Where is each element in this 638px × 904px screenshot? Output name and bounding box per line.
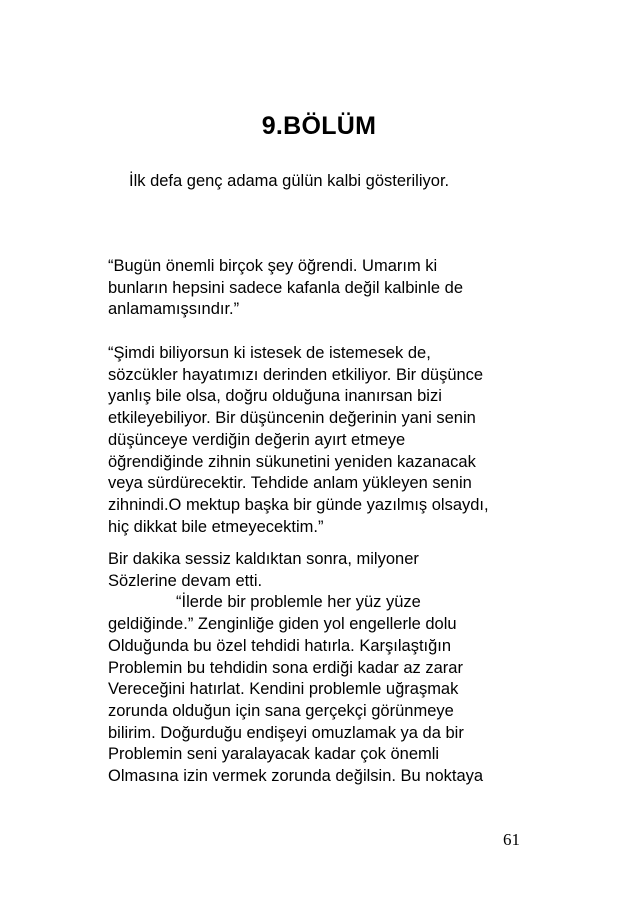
text-line: bilirim. Doğurduğu endişeyi omuzlamak ya da bir [108, 723, 464, 742]
text-line: anlamamışsındır.” [108, 300, 240, 319]
text-line: yanlış bile olsa, doğru olduğuna inanırsan bizi [108, 387, 442, 406]
paragraph-2 [108, 343, 548, 538]
text-line: Olmasına izin vermek zorunda değilsin. Bu noktaya [108, 767, 484, 786]
chapter-title: 9.BÖLÜM [261, 112, 377, 140]
text-line: Problemin seni yaralayacak kadar çok önemli [108, 745, 440, 764]
text-line: Bir dakika sessiz kaldıktan sonra, milyoner [108, 550, 419, 568]
text-line: hiç dikkat bile etmeyecektim.” [108, 517, 324, 536]
paragraph-1 [108, 256, 548, 321]
text-line: Vereceğini hatırlat. Kendini problemle uğraşmak [108, 680, 459, 699]
text-line: öğrendiğinde zihnin sükunetini yeniden kazanacak [108, 452, 476, 471]
paragraph-3 [108, 549, 548, 788]
text-line: “Bugün önemli birçok şey öğrendi. Umarım ki [108, 257, 438, 275]
text-line: zorunda olduğun için sana gerçekçi görünmeye [108, 701, 454, 720]
text-line: veya sürdürecektir. Tehdide anlam yükleyen senin [108, 474, 472, 493]
text-line: geldiğinde.” Zenginliğe giden yol engellerle dolu [108, 615, 457, 634]
text-line: bunların hepsini sadece kafanla değil kalbinle de [108, 278, 463, 297]
text-line: düşünceye verdiğin değerin ayırt etmeye [108, 430, 406, 449]
text-line: zihnindi.O mektup başka bir günde yazılmış olsaydı, [108, 495, 489, 514]
text-line: Sözlerine devam etti. [108, 571, 263, 590]
chapter-subtitle: İlk defa genç adama gülün kalbi gösteriliyor. [129, 172, 450, 190]
text-line: “İlerde bir problemle her yüz yüze [176, 593, 421, 612]
text-line: “Şimdi biliyorsun ki istesek de istemesek de, [108, 344, 431, 362]
text-line: etkileyebiliyor. Bir düşüncenin değerinin yani senin [108, 409, 476, 428]
text-line: sözcükler hayatımızı derinden etkiliyor. Bir düşünce [108, 365, 484, 384]
text-line: Problemin bu tehdidin sona erdiği kadar az zarar [108, 658, 463, 677]
text-line: Olduğunda bu özel tehdidi hatırla. Karşılaştığın [108, 636, 452, 655]
page-number: 61 [503, 830, 520, 849]
